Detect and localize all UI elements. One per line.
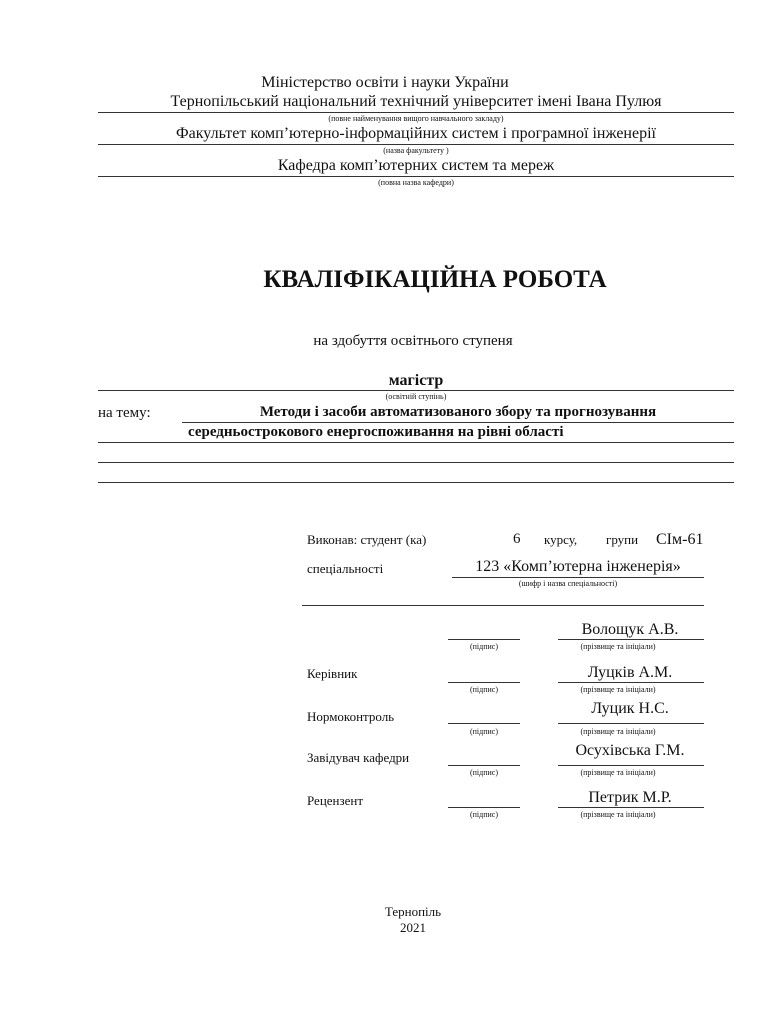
ministry-name: Міністерство освіти і науки України bbox=[261, 74, 509, 91]
topic-line-1: Методи і засоби автоматизованого збору та прогнозування bbox=[259, 404, 657, 420]
specialty-label: спеціальності bbox=[307, 561, 384, 576]
department-underline bbox=[98, 176, 734, 177]
university-caption: (повне найменування вищого навчального закладу) bbox=[328, 114, 504, 123]
name-line bbox=[558, 639, 704, 640]
name-caption: (прізвище та ініціали) bbox=[580, 768, 656, 777]
name-line bbox=[558, 723, 704, 724]
topic-underline-1 bbox=[182, 422, 734, 423]
signer-name: Петрик М.Р. bbox=[588, 789, 672, 806]
signer-name: Луцик Н.С. bbox=[591, 700, 669, 717]
degree-caption: (освітній ступінь) bbox=[385, 392, 447, 401]
signature-caption: (підпис) bbox=[469, 685, 498, 694]
blank-line-1 bbox=[98, 462, 734, 463]
group-value: СІм-61 bbox=[656, 531, 704, 548]
name-caption: (прізвище та ініціали) bbox=[580, 810, 656, 819]
signature-caption: (підпис) bbox=[469, 810, 498, 819]
topic-underline-2 bbox=[98, 442, 734, 443]
course-value: 6 bbox=[513, 531, 521, 547]
signature-line bbox=[448, 807, 520, 808]
signer-role: Нормоконтроль bbox=[307, 709, 395, 724]
topic-label: на тему: bbox=[98, 405, 151, 421]
degree-value: магістр bbox=[388, 372, 444, 389]
work-title: КВАЛІФІКАЦІЙНА РОБОТА bbox=[263, 266, 607, 293]
degree-underline bbox=[98, 390, 734, 391]
specialty-underline bbox=[452, 577, 704, 578]
name-caption: (прізвище та ініціали) bbox=[580, 642, 656, 651]
university-underline bbox=[98, 112, 734, 113]
signature-line bbox=[448, 723, 520, 724]
signer-role: Завідувач кафедри bbox=[307, 750, 410, 765]
signature-line bbox=[448, 765, 520, 766]
department-caption: (повна назва кафедри) bbox=[378, 178, 454, 187]
signature-caption: (підпис) bbox=[469, 727, 498, 736]
student-blank-line bbox=[302, 605, 704, 606]
topic-line-2: середньострокового енергоспоживання на рівні області bbox=[188, 424, 564, 440]
faculty-name: Факультет комп’ютерно-інформаційних систем і програмної інженерії bbox=[176, 125, 656, 142]
department-name: Кафедра комп’ютерних систем та мереж bbox=[277, 157, 555, 174]
name-caption: (прізвище та ініціали) bbox=[580, 685, 656, 694]
signature-line bbox=[448, 639, 520, 640]
group-label: групи bbox=[606, 532, 639, 547]
degree-subtitle: на здобуття освітнього ступеня bbox=[313, 333, 513, 349]
signature-caption: (підпис) bbox=[469, 642, 498, 651]
signer-name: Волощук А.В. bbox=[581, 621, 679, 638]
name-line bbox=[558, 682, 704, 683]
year: 2021 bbox=[400, 920, 426, 935]
specialty-caption: (шифр і назва спеціальності) bbox=[518, 579, 618, 588]
signature-caption: (підпис) bbox=[469, 768, 498, 777]
course-label: курсу, bbox=[544, 532, 578, 547]
university-name: Тернопільський національний технічний університет імені Івана Пулюя bbox=[170, 93, 662, 110]
performed-label: Виконав: студент (ка) bbox=[307, 532, 427, 547]
specialty-value: 123 «Комп’ютерна інженерія» bbox=[475, 558, 681, 575]
name-line bbox=[558, 765, 704, 766]
name-line bbox=[558, 807, 704, 808]
signer-role: Рецензент bbox=[307, 793, 364, 808]
blank-line-2 bbox=[98, 482, 734, 483]
name-caption: (прізвище та ініціали) bbox=[580, 727, 656, 736]
faculty-caption: (назва факультету ) bbox=[383, 146, 449, 155]
faculty-underline bbox=[98, 144, 734, 145]
city: Тернопіль bbox=[384, 904, 442, 919]
signature-line bbox=[448, 682, 520, 683]
signer-name: Луцків А.М. bbox=[587, 664, 673, 681]
signer-role: Керівник bbox=[307, 666, 358, 681]
signer-name: Осухівська Г.М. bbox=[575, 742, 685, 759]
